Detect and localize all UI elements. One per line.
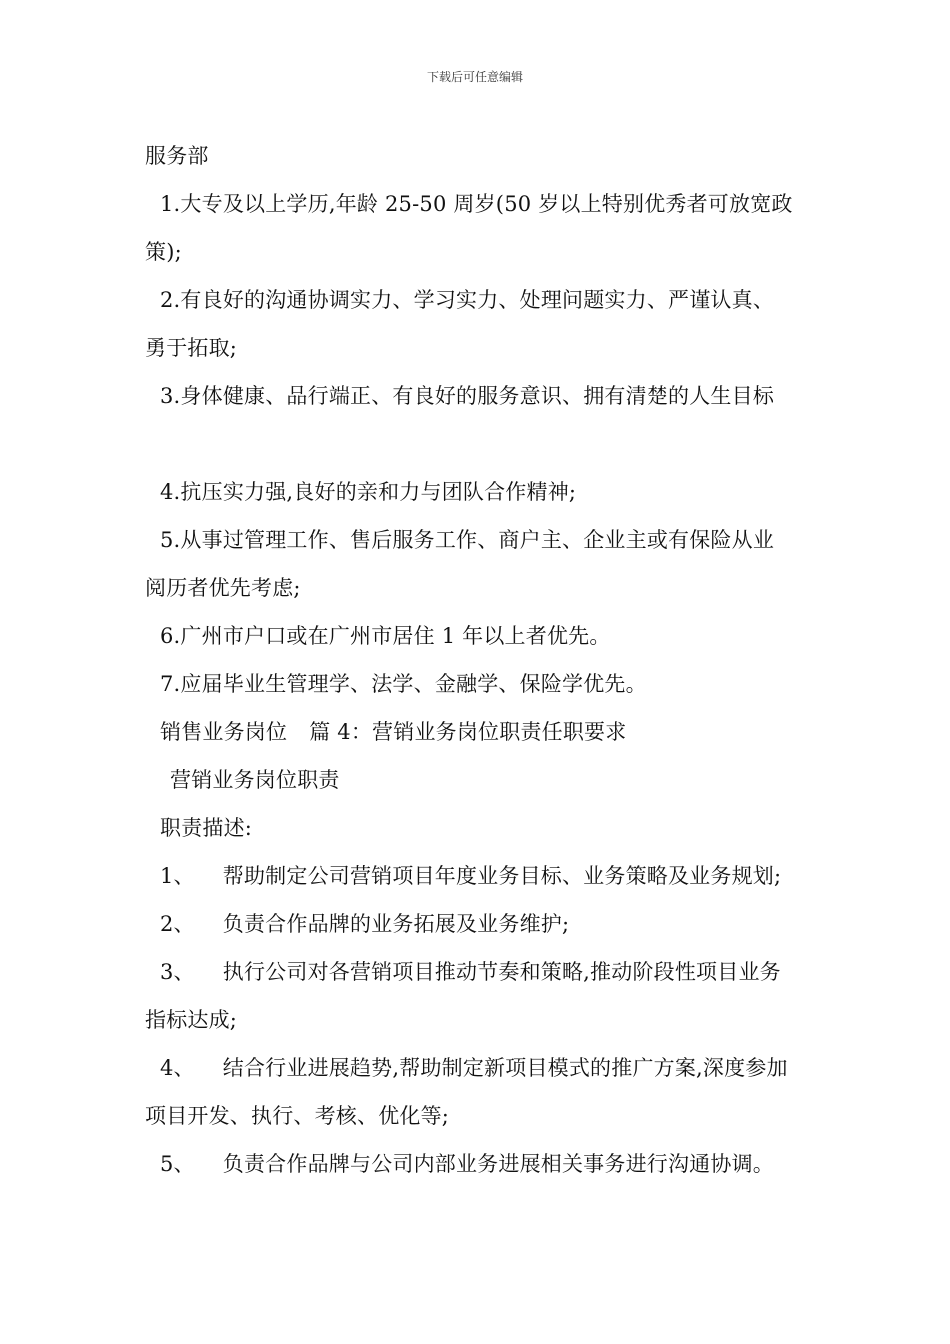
requirement-2-line-2: 勇于拓取;: [145, 336, 238, 360]
duty-item-4-continued: 项目开发、执行、考核、优化等;: [145, 1104, 450, 1128]
duty-number: 2、: [160, 912, 195, 936]
sales-heading-part-2: 篇 4：营销业务岗位职责任职要求: [309, 720, 627, 744]
requirement-2-line-1: 2.有良好的沟通协调实力、学习实力、处理问题实力、严谨认真、: [160, 288, 775, 312]
duty-text: 执行公司对各营销项目推动节奏和策略,推动阶段性项目业务: [222, 960, 781, 984]
requirement-4: 4.抗压实力强,良好的亲和力与团队合作精神;: [160, 480, 577, 504]
duty-number: 1、: [160, 864, 195, 888]
role-title: 营销业务岗位职责: [170, 768, 340, 792]
requirement-7: 7.应届毕业生管理学、法学、金融学、保险学优先。: [160, 672, 647, 696]
duty-item-1: [145, 852, 810, 900]
duty-item-2: [145, 900, 810, 948]
sales-heading: [145, 708, 810, 756]
duty-number: 5、: [160, 1152, 195, 1176]
requirement-1-line-2: 策);: [145, 240, 182, 264]
duty-text: 负责合作品牌与公司内部业务进展相关事务进行沟通协调。: [222, 1152, 774, 1176]
blank-line: [145, 420, 810, 468]
duty-number: 3、: [160, 960, 195, 984]
duty-text: 帮助制定公司营销项目年度业务目标、业务策略及业务规划;: [222, 864, 782, 888]
duty-item-4: [145, 1044, 810, 1092]
duty-item-3-continued: 指标达成;: [145, 1008, 238, 1032]
requirement-1-line-1: 1.大专及以上学历,年龄 25-50 周岁(50 岁以上特别优秀者可放宽政: [160, 192, 793, 216]
duty-item-5: [145, 1140, 810, 1188]
header-note: 下载后可任意编辑: [426, 70, 523, 84]
duty-item-3: [145, 948, 810, 996]
document-body: [145, 132, 810, 1188]
sales-heading-part-1: 销售业务岗位: [160, 720, 288, 744]
duty-text: 负责合作品牌的业务拓展及业务维护;: [222, 912, 570, 936]
section-title: 服务部: [145, 144, 209, 168]
duty-text: 结合行业进展趋势,帮助制定新项目模式的推广方案,深度参加: [222, 1056, 788, 1080]
requirement-5-line-2: 阅历者优先考虑;: [145, 576, 301, 600]
requirement-5-line-1: 5.从事过管理工作、售后服务工作、商户主、企业主或有保险从业: [160, 528, 775, 552]
duty-heading: 职责描述:: [160, 816, 253, 840]
duty-number: 4、: [160, 1056, 195, 1080]
requirement-6: 6.广州市户口或在广州市居住 1 年以上者优先。: [160, 624, 611, 648]
requirement-3: 3.身体健康、品行端正、有良好的服务意识、拥有清楚的人生目标: [160, 384, 775, 408]
